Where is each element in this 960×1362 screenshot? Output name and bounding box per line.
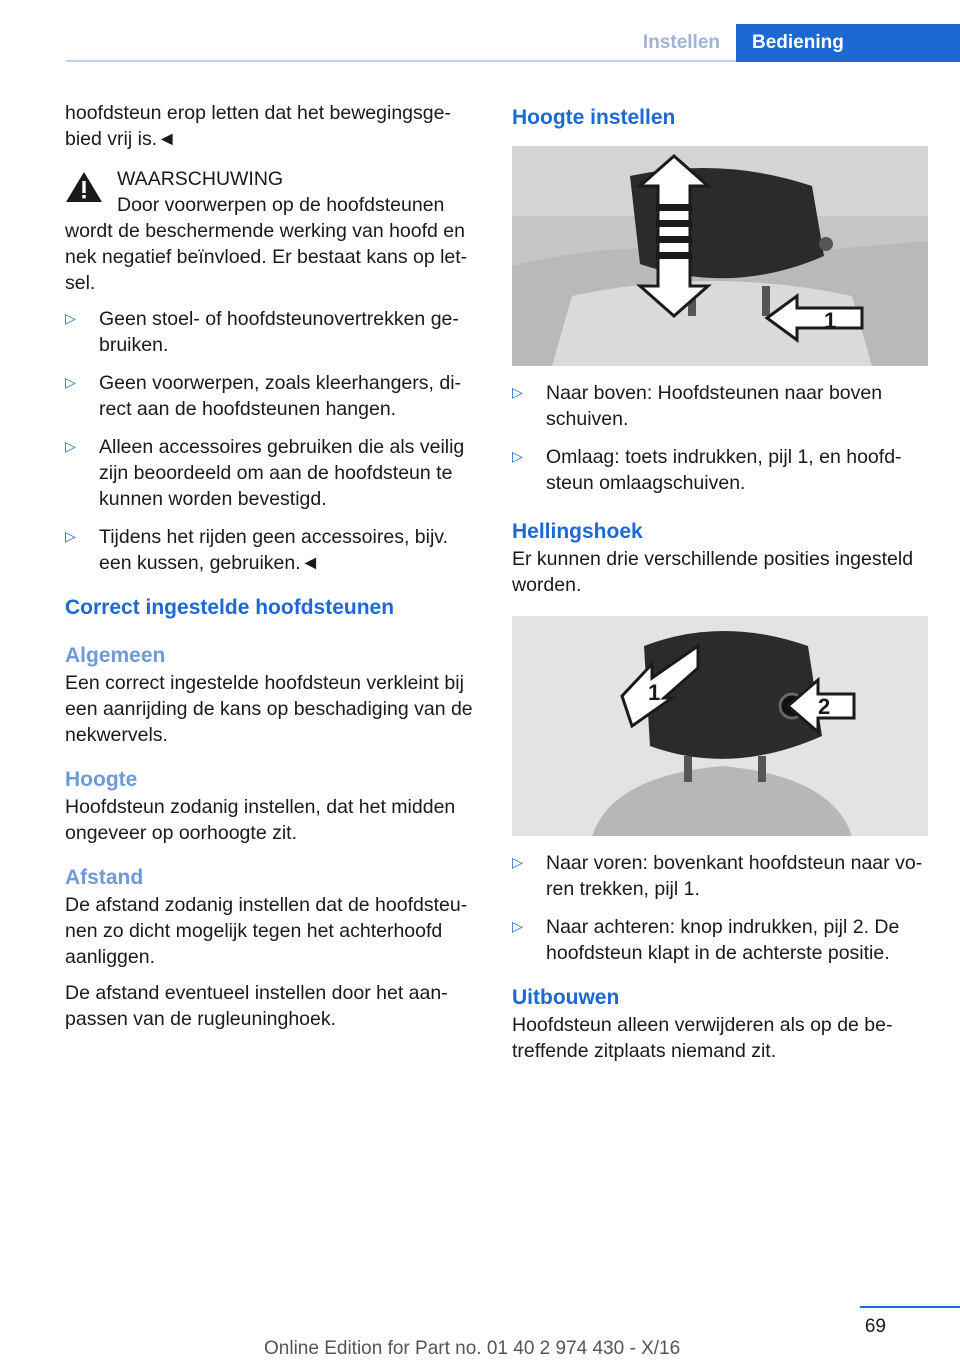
list-item: ▷ Omlaag: toets indrukken, pijl 1, en hoofd-steun omlaagschuiven.: [512, 444, 928, 496]
tab-bediening[interactable]: Bediening: [736, 24, 960, 62]
warning-icon: [65, 170, 103, 204]
list-item: ▷ Geen voorwerpen, zoals kleerhangers, di-rect aan de hoofdsteunen hangen.: [65, 370, 480, 422]
hoogte-list: [512, 380, 928, 496]
hellingshoek-text: Er kunnen drie verschillende posities ingesteld worden.: [512, 548, 914, 596]
uitbouwen-text: Hoofdsteun alleen verwijderen als op de be-treffende zitplaats niemand zit.: [512, 1014, 893, 1062]
warning-list: [65, 306, 480, 576]
figure-height-adjust: [512, 146, 928, 366]
tab-instellen[interactable]: Instellen: [642, 32, 720, 53]
warning-title: WAARSCHUWING: [117, 168, 284, 190]
edition-text: Online Edition for Part no. 01 40 2 974 430 - X/16: [264, 1338, 681, 1359]
headrest-tilt-illustration: [512, 616, 928, 836]
footer-rule: [860, 1306, 960, 1308]
right-column: [512, 100, 928, 1074]
hoogte-heading: Hoogte: [65, 768, 138, 791]
list-item: ▷ Naar achteren: knop indrukken, pijl 2. De hoofdsteun klapt in de achterste positie.: [512, 914, 928, 966]
afstand-text-2: De afstand eventueel instellen door het aan-passen van de rugleuninghoek.: [65, 982, 448, 1030]
warning-text: Door voorwerpen op de hoofdsteunen wordt de beschermende werking van hoofd en nek negatief beïnvloed. Er bestaat kans op let-sel.: [65, 194, 468, 294]
uitbouwen-heading: Uitbouwen: [512, 986, 620, 1009]
helling-list: [512, 850, 928, 966]
list-item: ▷ Naar boven: Hoofdsteunen naar boven schuiven.: [512, 380, 928, 432]
list-item: ▷ Geen stoel- of hoofdsteunovertrekken ge-bruiken.: [65, 306, 480, 358]
hellingshoek-heading: Hellingshoek: [512, 520, 643, 543]
page-number: 69: [864, 1316, 886, 1337]
afstand-heading: Afstand: [65, 866, 144, 889]
list-item: ▷ Alleen accessoires gebruiken die als veilig zijn beoordeeld om aan de hoofdsteun te kunnen worden bevestigd.: [65, 434, 480, 512]
algemeen-text: Een correct ingestelde hoofdsteun verkleint bij een aanrijding de kans op beschadiging van de nekwervels.: [65, 672, 473, 746]
left-column: [65, 100, 480, 1042]
warning-block: [65, 166, 480, 296]
afstand-text-1: De afstand zodanig instellen dat de hoofdsteu-nen zo dicht mogelijk tegen het achterhoofd aanliggen.: [65, 894, 468, 968]
list-item: ▷ Tijdens het rijden geen accessoires, bijv. een kussen, gebruiken.◄: [65, 524, 480, 576]
fig2-label-1: 1: [648, 680, 661, 705]
intro-text: hoofdsteun erop letten dat het bewegingsge-bied vrij is.◄: [65, 102, 451, 150]
page-header: [0, 0, 960, 64]
list-item: ▷ Naar voren: bovenkant hoofdsteun naar vo-ren trekken, pijl 1.: [512, 850, 928, 902]
hoogte-text: Hoofdsteun zodanig instellen, dat het midden ongeveer op oorhoogte zit.: [65, 796, 456, 844]
headrest-height-illustration: [512, 146, 928, 366]
hoogte-instellen-heading: Hoogte instellen: [512, 106, 676, 129]
algemeen-heading: Algemeen: [65, 644, 166, 667]
fig1-label-1: 1: [824, 308, 837, 333]
section-title: Correct ingestelde hoofdsteunen: [65, 596, 395, 619]
fig2-label-2: 2: [818, 694, 831, 719]
figure-tilt-adjust: [512, 616, 928, 836]
